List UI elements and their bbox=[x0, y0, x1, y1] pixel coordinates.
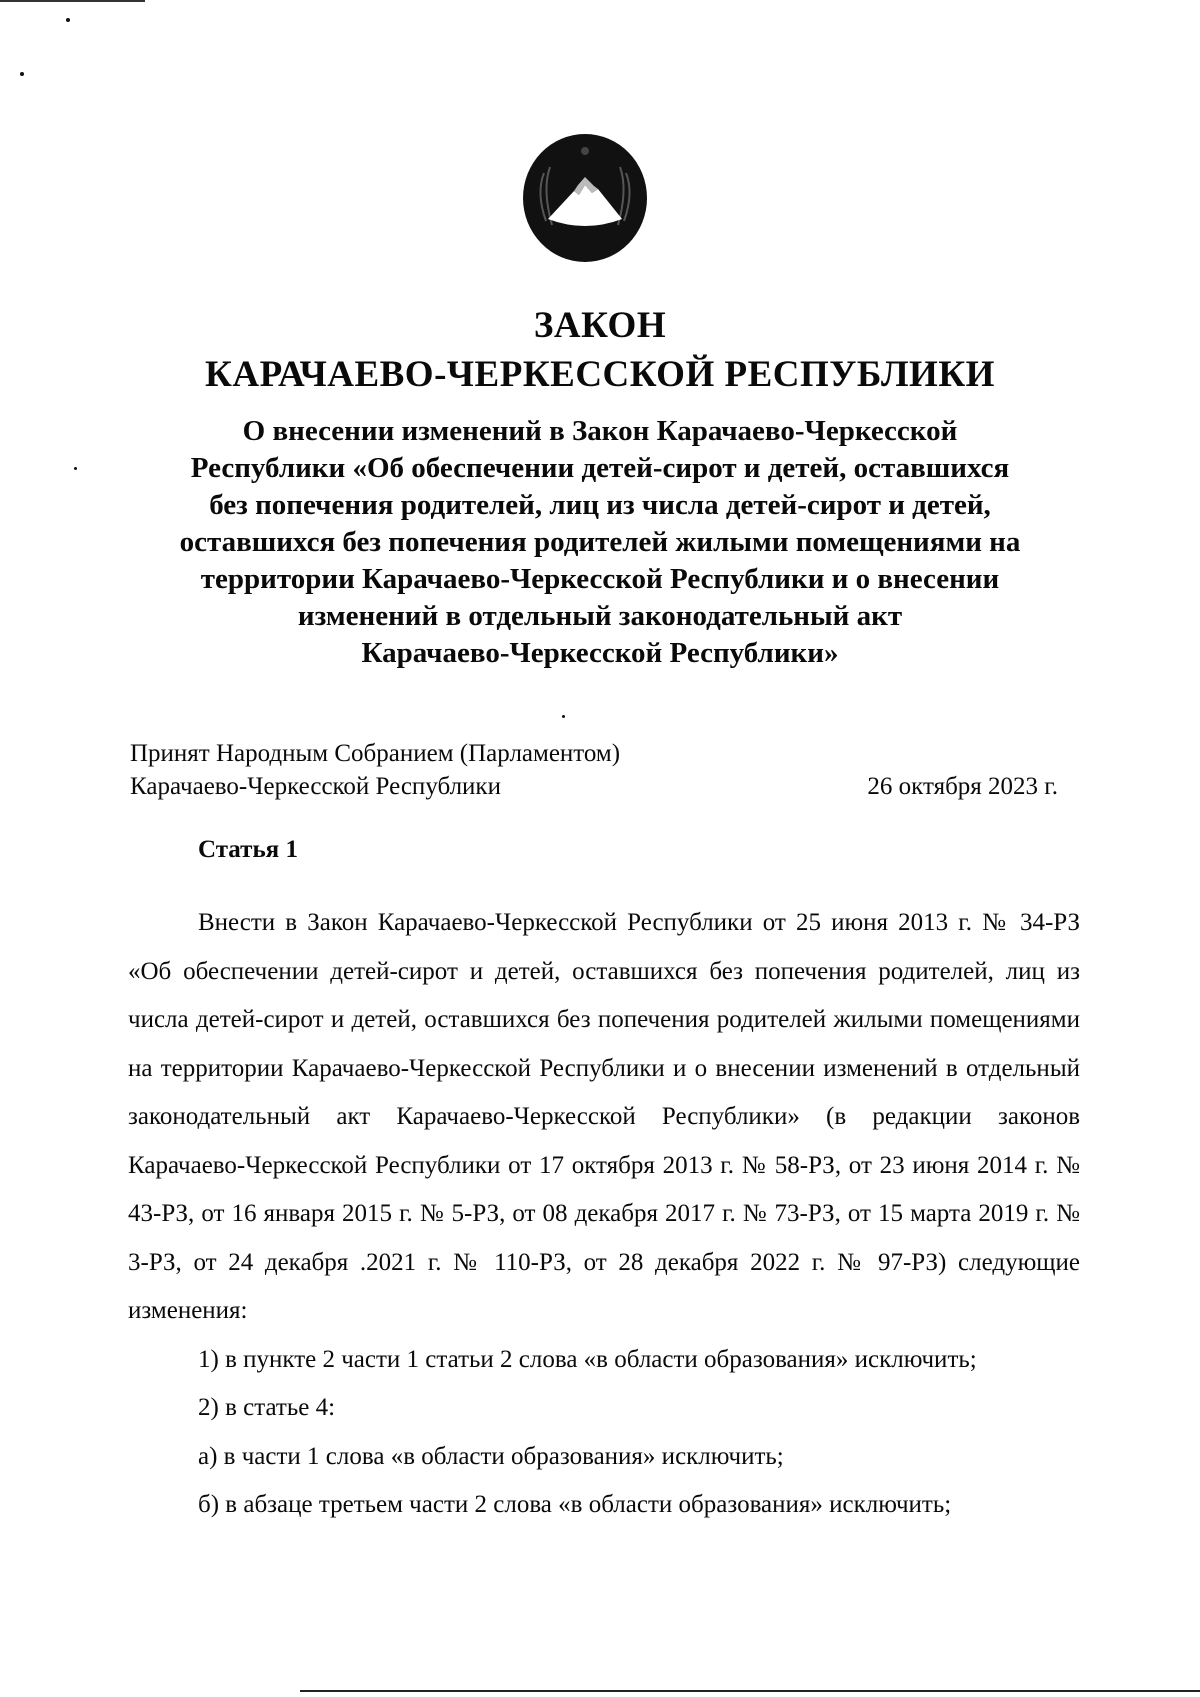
scan-speck bbox=[562, 715, 565, 718]
subject-line: Карачаево-Черкесской Республики» bbox=[361, 637, 839, 669]
article-body bbox=[128, 899, 1080, 1530]
subject-line: без попечения родителей, лиц из числа детей-сирот и детей, bbox=[209, 489, 991, 521]
subject-line: оставшихся без попечения родителей жилыми помещениями на bbox=[179, 526, 1021, 558]
subject-line: О внесении изменений в Закон Карачаево-Черкесской bbox=[242, 415, 958, 447]
law-subject bbox=[100, 413, 1100, 672]
adoption-republic: Карачаево-Черкесской Республики bbox=[130, 773, 501, 800]
amendment-item: б) в абзаце третьем части 2 слова «в области образования» исключить; bbox=[198, 1491, 952, 1518]
scan-speck bbox=[20, 72, 24, 76]
amendment-item: 2) в статье 4: bbox=[198, 1394, 336, 1421]
subject-line: территории Карачаево-Черкесской Республики и о внесении bbox=[200, 563, 1000, 595]
article-heading: Статья 1 bbox=[198, 836, 298, 863]
amendment-item: а) в части 1 слова «в области образования» исключить; bbox=[198, 1442, 784, 1470]
scan-speck bbox=[66, 18, 70, 22]
subject-line: изменений в отдельный законодательный акт bbox=[297, 600, 903, 632]
adoption-block bbox=[130, 737, 1070, 803]
scan-edge-line-top bbox=[0, 0, 145, 2]
scan-edge-line-bottom bbox=[300, 1690, 1200, 1692]
law-republic-name: КАРАЧАЕВО-ЧЕРКЕССКОЙ РЕСПУБЛИКИ bbox=[205, 354, 995, 395]
article-intro-paragraph: Внести в Закон Карачаево-Черкесской Республики от 25 июня 2013 г. № 34-РЗ «Об обеспечении детей-сирот и детей, оставшихся без попечения родителей, лиц из числа детей-сирот и детей, оставшихся без попечения родителей жилыми помещениями на территории Карачаево-Черкесской Республики и о внесении изменений в отдельный законодательный акт Карачаево-Черкесской Республики» (в редакции законов Карачаево-Черкесской Республики от 17 октября 2013 г. № 58-РЗ, от 23 июня 2014 г. № 43-РЗ, от 16 января 2015 г. № 5-РЗ, от 08 декабря 2017 г. № 73-РЗ, от 15 марта 2019 г. № 3-РЗ, от 24 декабря .2021 г. № 110-РЗ, от 28 декабря 2022 г. № 97-РЗ) следующие изменения: bbox=[128, 909, 1080, 1324]
coat-of-arms-emblem bbox=[522, 133, 648, 263]
scan-speck bbox=[74, 467, 77, 470]
amendment-item: 1) в пункте 2 части 1 статьи 2 слова «в области образования» исключить; bbox=[198, 1345, 977, 1373]
adoption-body: Принят Народным Собранием (Парламентом) bbox=[130, 740, 621, 767]
subject-line: Республики «Об обеспечении детей-сирот и детей, оставшихся bbox=[190, 452, 1010, 484]
law-title: ЗАКОН bbox=[533, 305, 667, 346]
adoption-date: 26 октября 2023 г. bbox=[867, 773, 1058, 800]
